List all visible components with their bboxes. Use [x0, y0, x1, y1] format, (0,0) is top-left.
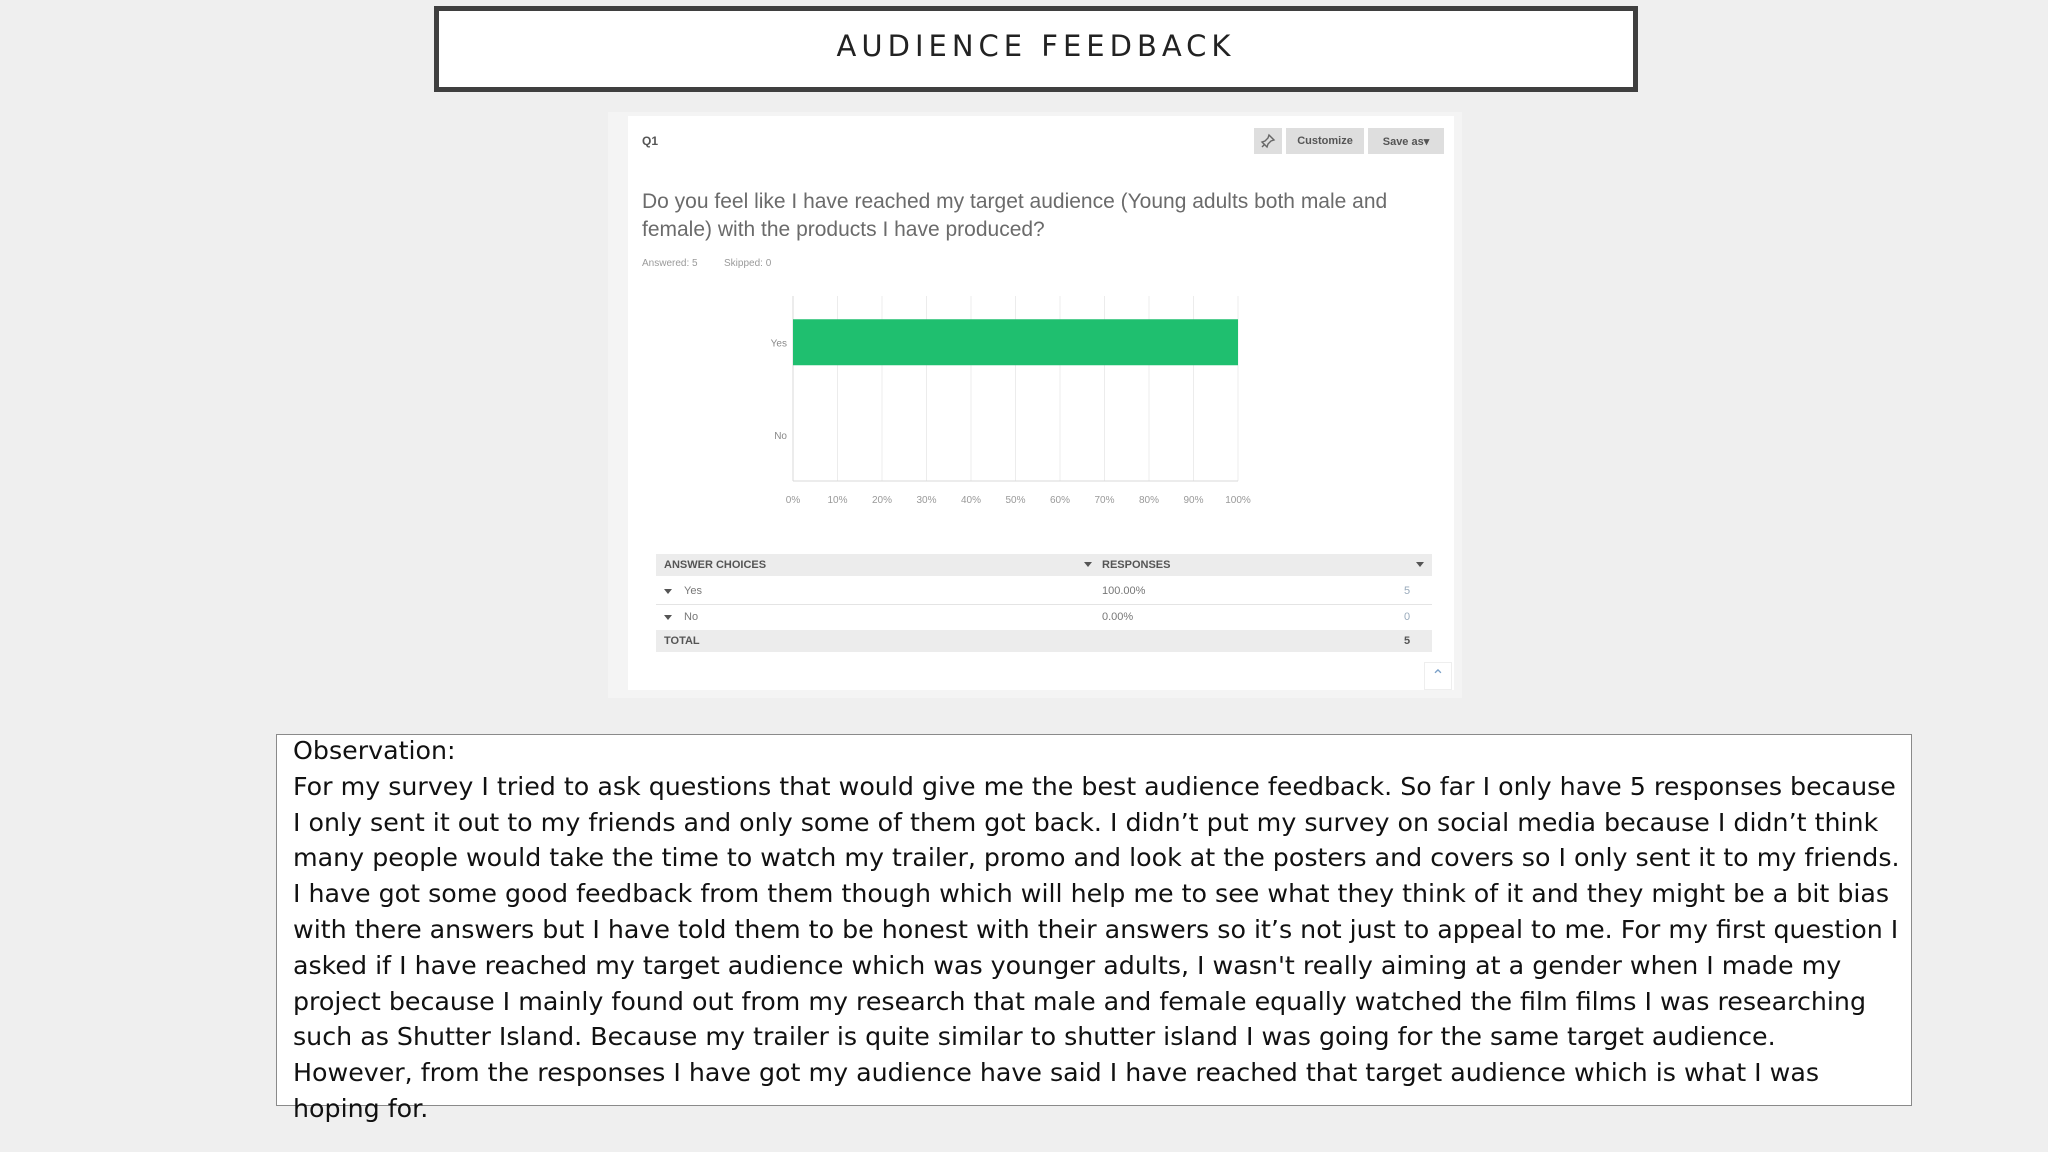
- table-row-count[interactable]: 5: [1404, 585, 1411, 597]
- observation-body: For my survey I tried to ask questions that would give me the best audience feedback. So far I only have 5 responses because I only sent it out to my friends and only some of them got back. I didn’t put my survey on social media because I didn’t think many people would take the time to watch my trailer, promo and look at the posters and covers so I only sent it to my friends. I have got some good feedback from them though which will help me to see what they think of it and they might be a bit bias with there answers but I have told them to be honest with their answers so it’s not just to appeal to me. For my first question I asked if I have reached my target audience which was younger adults, I wasn't really aiming at a gender when I made my project because I mainly found out from my research that male and female equally watched the film films I was researching such as Shutter Island. Because my trailer is quite similar to shutter island I was going for the same target audience. However, from the responses I have got my audience have said I have reached that target audience which is what I was hoping for.: [293, 771, 1900, 1123]
- table-row-percent: 0.00%: [1102, 611, 1134, 623]
- table-header: [656, 554, 1432, 576]
- observation-box: [276, 734, 1912, 1123]
- x-tick-label: 20%: [871, 495, 893, 506]
- chevron-up-icon: ⌃: [1431, 668, 1445, 685]
- x-tick-label: 60%: [1049, 495, 1071, 506]
- customize-button[interactable]: Customize: [1286, 128, 1364, 154]
- table-row-percent: 100.00%: [1102, 585, 1146, 597]
- x-tick-label: 70%: [1094, 495, 1115, 506]
- survey-screenshot: [608, 112, 1462, 698]
- sort-responses-icon[interactable]: [1416, 562, 1424, 567]
- pin-button[interactable]: [1254, 128, 1282, 154]
- x-tick-label: 80%: [1138, 495, 1160, 506]
- table-total-row: [656, 630, 1432, 652]
- slide-title: AUDIENCE FEEDBACK: [836, 29, 1236, 63]
- responses-header[interactable]: RESPONSES: [1102, 559, 1171, 571]
- table-row-choice: Yes: [684, 585, 702, 597]
- observation-text: [293, 733, 1903, 1127]
- x-tick-label: 100%: [1225, 495, 1251, 506]
- x-tick-label: 50%: [1005, 495, 1026, 506]
- total-count: 5: [1404, 635, 1411, 647]
- expand-no-icon[interactable]: [664, 615, 672, 620]
- table-row-count[interactable]: 0: [1404, 611, 1411, 623]
- row-divider: [656, 604, 1432, 605]
- table-row-choice: No: [684, 611, 699, 623]
- slide-title-box: [434, 6, 1638, 92]
- x-tick-label: 30%: [916, 495, 937, 506]
- question-number: Q1: [642, 134, 659, 148]
- total-label: TOTAL: [664, 635, 700, 647]
- x-tick-label: 10%: [827, 495, 848, 506]
- category-label: Yes: [770, 338, 787, 350]
- observation-heading: Observation:: [293, 736, 456, 765]
- scroll-top-button[interactable]: [1424, 662, 1452, 690]
- skipped-count: Skipped: 0: [724, 258, 772, 269]
- sort-answer-icon[interactable]: [1084, 562, 1092, 567]
- x-tick-label: 90%: [1183, 495, 1204, 506]
- x-tick-label: 0%: [785, 495, 801, 506]
- bar-chart: [748, 286, 1268, 516]
- category-label: No: [774, 430, 787, 442]
- expand-yes-icon[interactable]: [664, 589, 672, 594]
- question-text: Do you feel like I have reached my target audience (Young adults both male and female) with the products I have produced?: [642, 190, 1388, 241]
- x-tick-label: 40%: [960, 495, 982, 506]
- pin-icon: [1260, 133, 1276, 149]
- answered-count: Answered: 5: [642, 258, 698, 269]
- save-as-button[interactable]: Save as▾: [1368, 128, 1444, 154]
- answer-choices-header[interactable]: ANSWER CHOICES: [664, 559, 767, 571]
- bar-yes: [793, 319, 1238, 365]
- survey-panel: [628, 116, 1454, 690]
